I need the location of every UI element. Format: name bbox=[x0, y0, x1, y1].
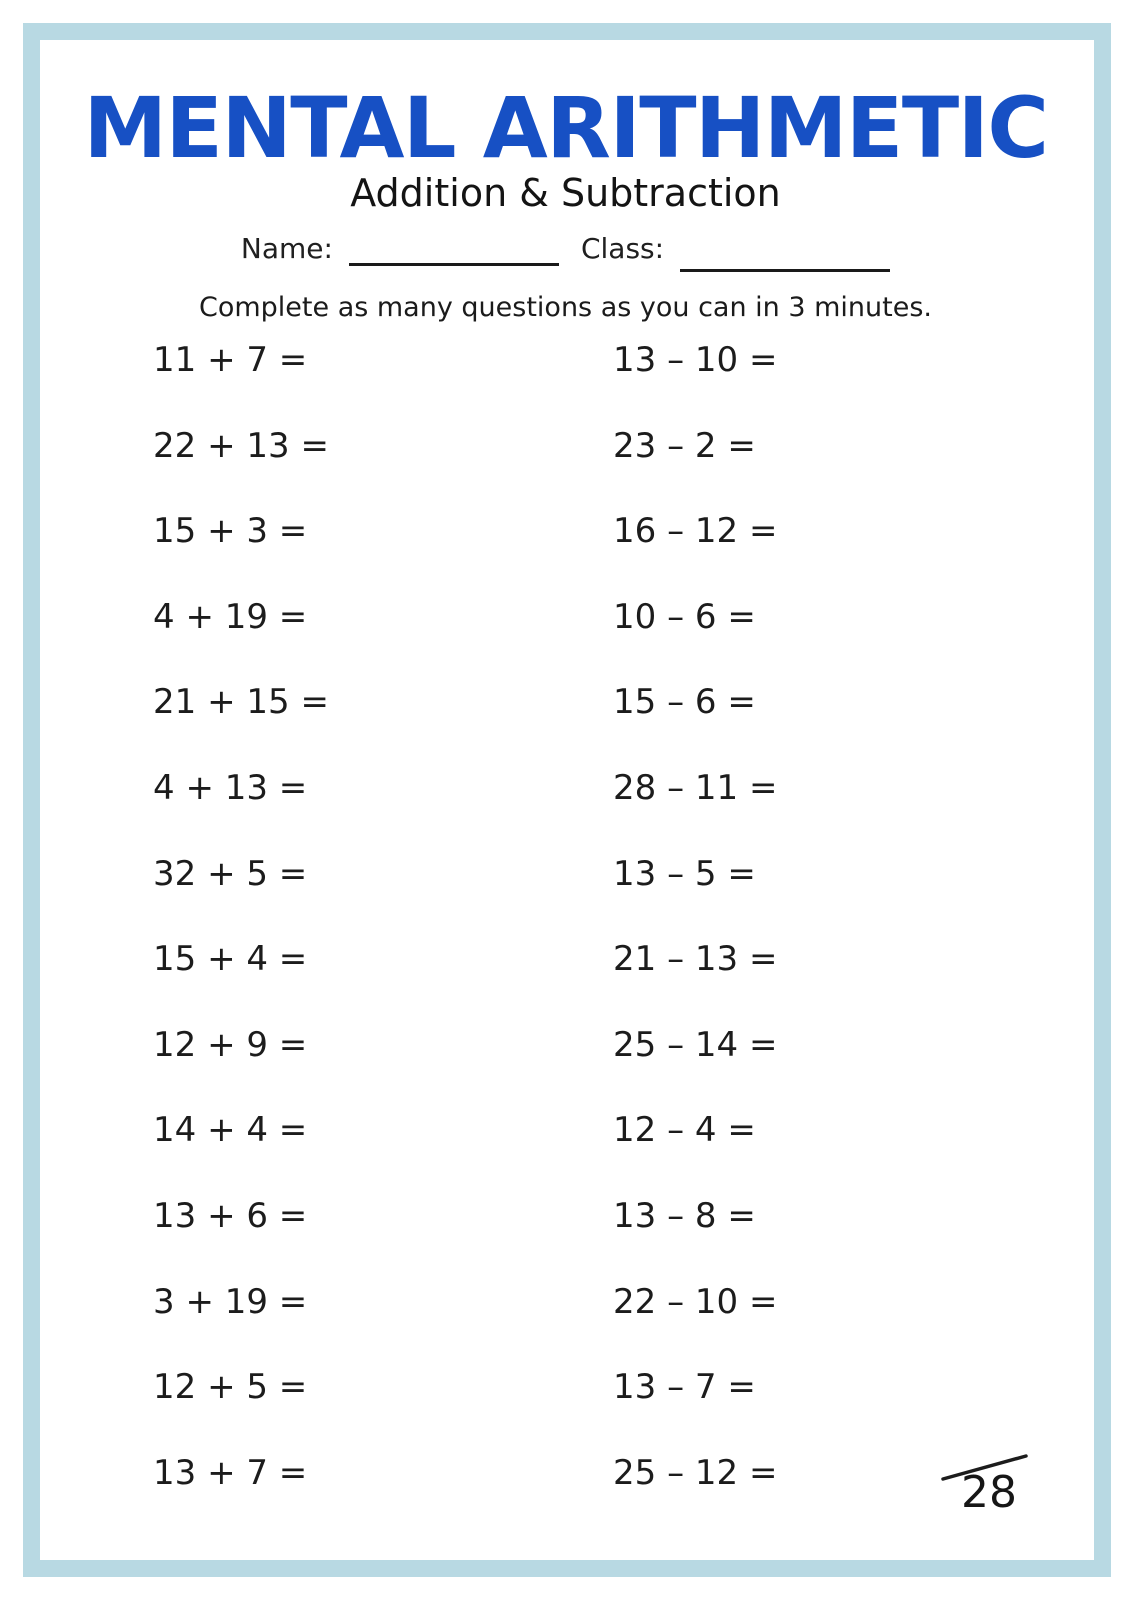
problems-column-right bbox=[613, 340, 778, 1493]
problem: 12 – 4 = bbox=[613, 1110, 756, 1151]
problem: 21 + 15 = bbox=[153, 682, 329, 723]
page-subtitle: Addition & Subtraction bbox=[350, 171, 781, 215]
problem: 15 – 6 = bbox=[613, 682, 756, 723]
problem: 10 – 6 = bbox=[613, 596, 756, 637]
problems-column-left bbox=[153, 340, 329, 1493]
score-total: 28 bbox=[961, 1467, 1017, 1518]
name-label: Name: bbox=[240, 232, 333, 265]
instruction-text: Complete as many questions as you can in 3 minutes. bbox=[198, 292, 933, 323]
problem: 11 + 7 = bbox=[153, 340, 308, 380]
problem: 13 – 8 = bbox=[613, 1195, 756, 1236]
problem: 21 – 13 = bbox=[613, 939, 778, 980]
problem: 25 – 14 = bbox=[613, 1024, 778, 1065]
problem: 25 – 12 = bbox=[613, 1452, 778, 1493]
problem: 15 + 3 = bbox=[153, 511, 308, 552]
problem: 22 + 13 = bbox=[153, 425, 329, 466]
problem: 32 + 5 = bbox=[153, 853, 308, 894]
problem: 16 – 12 = bbox=[613, 511, 778, 552]
name-fill-line bbox=[349, 236, 559, 266]
problem: 13 – 5 = bbox=[613, 853, 756, 894]
page-title: MENTAL ARITHMETIC bbox=[83, 79, 1048, 177]
problem: 28 – 11 = bbox=[613, 767, 778, 808]
class-label: Class: bbox=[580, 232, 665, 265]
problem: 3 + 19 = bbox=[153, 1281, 308, 1322]
problem: 23 – 2 = bbox=[613, 425, 756, 466]
problem: 13 – 7 = bbox=[613, 1367, 756, 1408]
name-class-row bbox=[0, 232, 1131, 266]
problem: 15 + 4 = bbox=[153, 939, 308, 980]
problem: 13 + 7 = bbox=[153, 1452, 308, 1493]
problem: 4 + 13 = bbox=[153, 767, 308, 808]
problem: 22 – 10 = bbox=[613, 1281, 778, 1322]
score-mark bbox=[935, 1448, 1045, 1528]
class-fill-line bbox=[680, 242, 890, 272]
problem: 13 + 6 = bbox=[153, 1195, 308, 1236]
problem: 12 + 5 = bbox=[153, 1367, 308, 1408]
problem: 4 + 19 = bbox=[153, 596, 308, 637]
problem: 14 + 4 = bbox=[153, 1110, 308, 1151]
problem: 13 – 10 = bbox=[613, 340, 778, 380]
problem: 12 + 9 = bbox=[153, 1024, 308, 1065]
